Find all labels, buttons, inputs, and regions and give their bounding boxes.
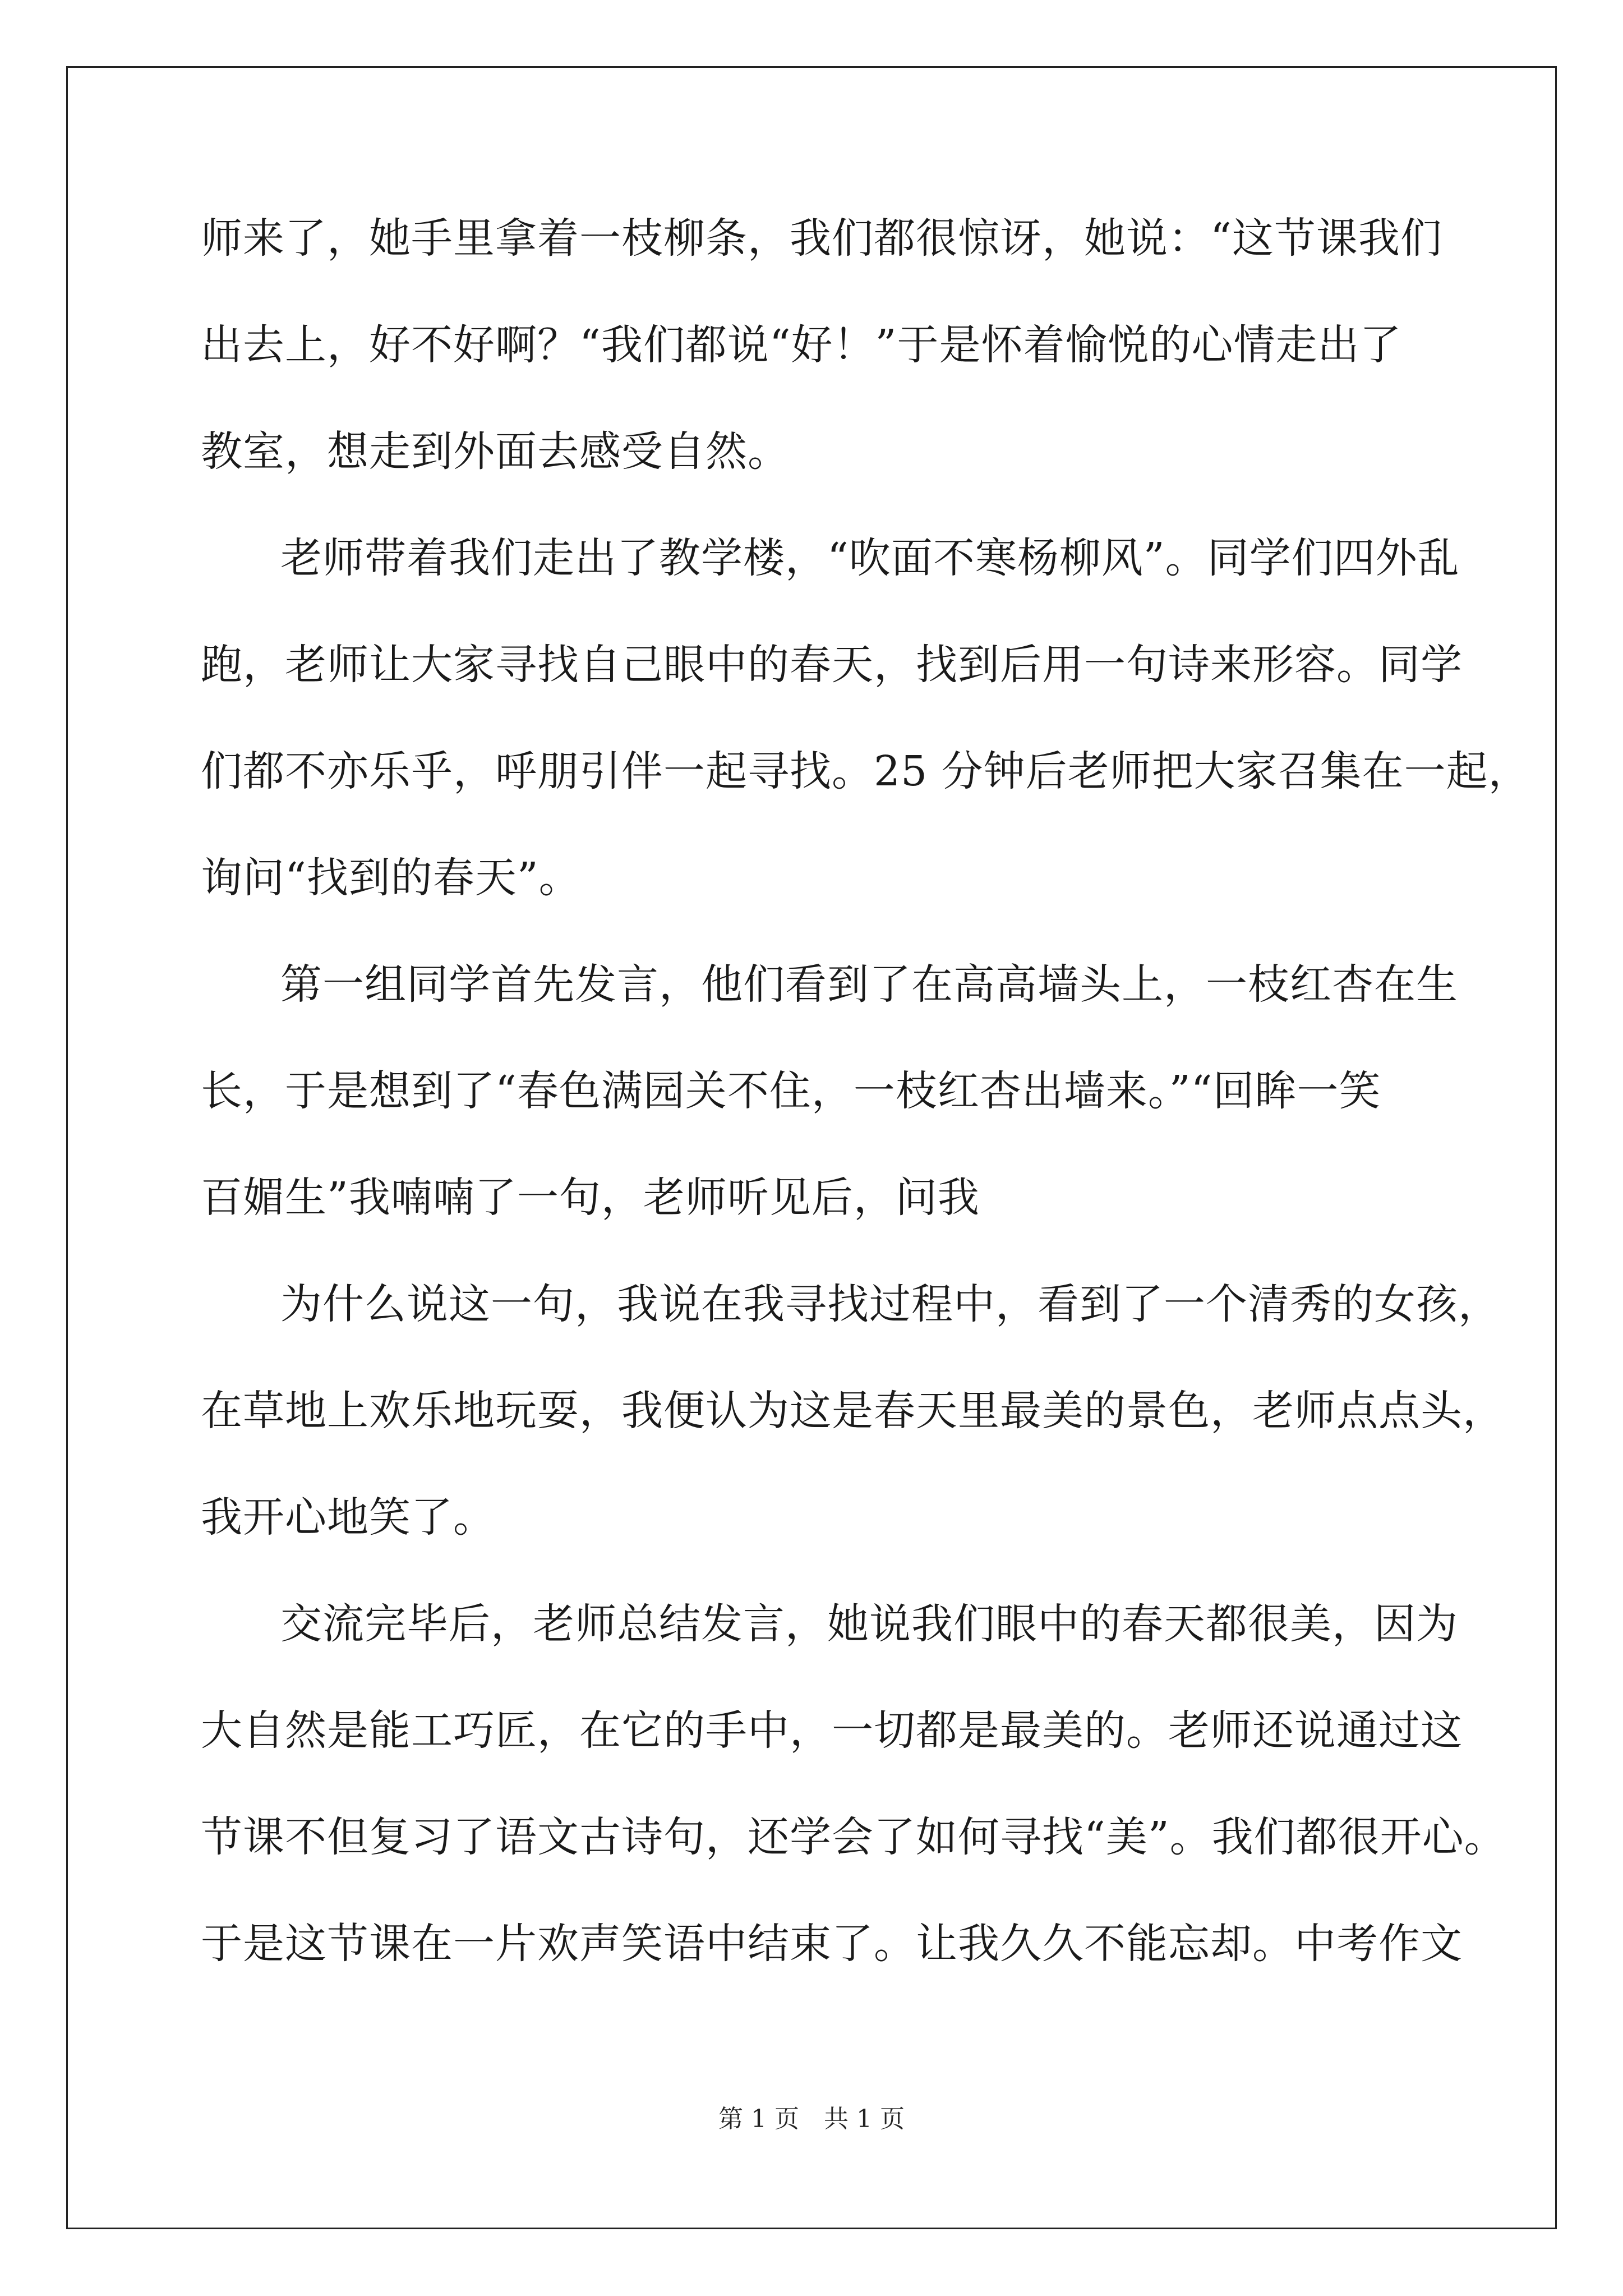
text-line: 交流完毕后，老师总结发言，她说我们眼中的春天都很美，因为 xyxy=(280,1600,1458,1648)
text-line: 第一组同学首先发言，他们看到了在高高墙头上，一枝红杏在生 xyxy=(280,960,1458,1009)
text-line: 在草地上欢乐地玩耍，我便认为这是春天里最美的景色，老师点点头， xyxy=(201,1387,1505,1435)
text-line: 百媚生”我喃喃了一句，老师听见后，问我 xyxy=(201,1174,980,1222)
text-line: 师来了，她手里拿着一枝柳条，我们都很惊讶，她说：“这节课我们 xyxy=(201,214,1442,263)
text-line: 老师带着我们走出了教学楼，“吹面不寒杨柳风”。同学们四外乱 xyxy=(280,534,1460,582)
text-line: 询问“找到的春天”。 xyxy=(201,854,581,902)
text-line: 们都不亦乐乎，呼朋引伴一起寻找。25 分钟后老师把大家召集在一起， xyxy=(201,747,1530,795)
text-line: 为什么说这一句，我说在我寻找过程中，看到了一个清秀的女孩， xyxy=(280,1280,1500,1328)
text-line: 跑，老师让大家寻找自己眼中的春天，找到后用一句诗来形容。同学 xyxy=(201,641,1463,689)
text-line: 我开心地笑了。 xyxy=(201,1493,495,1542)
text-line: 教室，想走到外面去感受自然。 xyxy=(201,427,790,476)
page-border xyxy=(66,66,1557,2229)
page-footer: 第 1 页 共 1 页 xyxy=(718,2105,905,2133)
text-line: 大自然是能工巧匠，在它的手中，一切都是最美的。老师还说通过这 xyxy=(201,1706,1463,1755)
text-line: 节课不但复习了语文古诗句，还学会了如何寻找“美”。我们都很开心。 xyxy=(201,1813,1506,1861)
text-line: 长，于是想到了“春色满园关不住，一枝红杏出墙来。”“回眸一笑 xyxy=(201,1067,1381,1115)
text-line: 出去上，好不好啊？“我们都说“好！”于是怀着愉悦的心情走出了 xyxy=(201,321,1402,369)
text-line: 于是这节课在一片欢声笑语中结束了。让我久久不能忘却。中考作文 xyxy=(201,1920,1463,1968)
